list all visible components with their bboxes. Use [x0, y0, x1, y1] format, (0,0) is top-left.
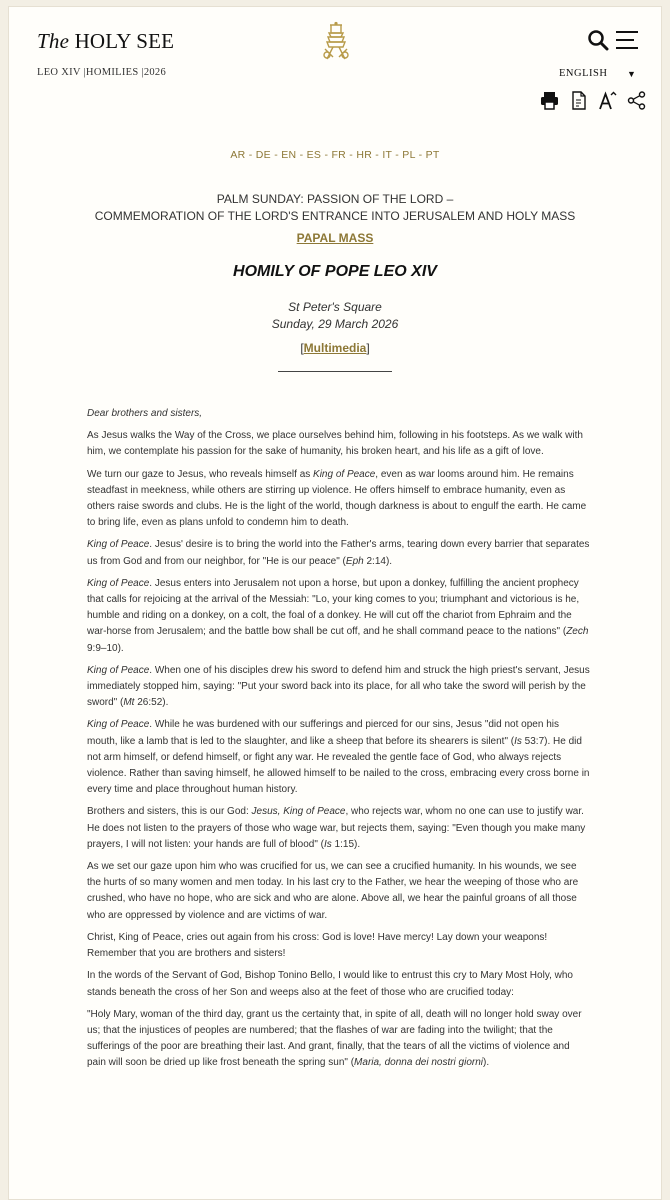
paragraph: Christ, King of Peace, cries out again from his cross: God is love! Have mercy! Lay down your weapons! Remember that you are brothers and sisters!: [87, 931, 548, 960]
page: [8, 6, 662, 1200]
paragraph: In the words of the Servant of God, Bishop Tonino Bello, I would like to entrust this cry to Mary Most Holy, who stands beneath the cross of her Son and weeps also at the feet of those who are crucified today:: [87, 970, 573, 998]
lang-link[interactable]: ES: [306, 149, 322, 161]
paragraph: As Jesus walks the Way of the Cross, we place ourselves behind him, following in his footsteps. As we walk with him, we contemplate his passion for the sake of humanity, his broken heart, and his life as a gift of love.: [87, 430, 583, 458]
event-title-line2: COMMEMORATION OF THE LORD'S ENTRANCE INTO JERUSALEM AND HOLY MASS: [94, 209, 576, 223]
print-icon[interactable]: [540, 91, 559, 110]
lang-link[interactable]: DE: [255, 149, 271, 161]
search-icon[interactable]: [587, 29, 609, 51]
chevron-down-icon[interactable]: ▼: [627, 69, 636, 79]
lang-link[interactable]: HR: [356, 149, 373, 161]
logo-main: HOLY SEE: [74, 29, 175, 53]
papal-mass-link[interactable]: PAPAL MASS: [296, 231, 374, 245]
paragraph: We turn our gaze to Jesus, who reveals himself as King of Peace, even as war looms around him. He remains steadfast in meekness, while others are stirring up violence. He offers himself to embrace humanity, even as others raise swords and clubs. He is the light of the world, though darkness is about to engulf the earth. He came to bring life, even as plans unfold to condemn him to death.: [87, 468, 587, 529]
site-logo[interactable]: [37, 29, 174, 54]
font-size-icon[interactable]: [598, 91, 617, 110]
lang-link[interactable]: IT: [382, 149, 393, 161]
papal-crest-icon: [319, 21, 353, 63]
lang-link[interactable]: PL: [402, 149, 416, 161]
language-links: AR - DE - EN - ES - FR - HR - IT - PL - PT: [230, 149, 440, 161]
paragraph: "Holy Mary, woman of the third day, grant us the certainty that, in spite of all, death will no longer hold sway over us; that the injustices of peoples are numbered; that the flashes of war are fading into the twilight; that the sufferings of the poor are breathing their last. And grant, finally, that the tears of all the victims of violence and pain will soon be dried up like frost beneath the spring sun" (Maria, donna dei nostri giorni).: [87, 1008, 582, 1069]
breadcrumb[interactable]: LEO XIV |HOMILIES |2026: [37, 67, 167, 78]
lang-link[interactable]: PT: [425, 149, 440, 161]
header: [9, 7, 661, 127]
location: St Peter's Square: [288, 300, 382, 314]
location-date: [9, 299, 661, 333]
event-title: [9, 191, 661, 225]
paragraph: Brothers and sisters, this is our God: Jesus, King of Peace, who rejects war, whom no one can use to justify war. He does not listen to the prayers of those who wage war, but rejects them, saying: "Even though you make many prayers, I will not listen: your hands are full of blood" (Is 1:15).: [87, 806, 586, 850]
paragraph: As we set our gaze upon him who was crucified for us, we can see a crucified humanity. In his wounds, we see the hurts of so many women and men today. In his last cry to the Father, we hear the weeping of those who are crushed, who have no hope, who are sick and who are alone. Above all, we hear the painful groans of all those who are oppressed by violence and are victims of war.: [87, 861, 579, 921]
date: Sunday, 29 March 2026: [271, 317, 399, 331]
toolbar: [540, 91, 646, 110]
paragraph: King of Peace. While he was burdened with our sufferings and pierced for our sins, Jesus "did not open his mouth, like a lamb that is led to the slaughter, and like a sheep that before its shearers is silent" (Is 53:7). He did not arm himself, or defend himself, or fight any war. He revealed the gentle face of God, who always rejects violence. Rather than saving himself, he allowed himself to be nailed to the cross, embracing every cross borne in every time and place throughout human history.: [87, 719, 590, 796]
lang-link[interactable]: AR: [230, 149, 246, 161]
lang-link[interactable]: FR: [331, 149, 347, 161]
homily-text: [9, 406, 661, 1072]
logo-the: The: [37, 29, 70, 53]
multimedia-link[interactable]: Multimedia: [303, 341, 367, 355]
paragraph: Dear brothers and sisters,: [87, 408, 203, 419]
page-title: HOMILY OF POPE LEO XIV: [233, 263, 437, 280]
divider: [278, 371, 392, 372]
language-select[interactable]: ENGLISH: [559, 68, 608, 79]
share-icon[interactable]: [627, 91, 646, 110]
event-title-line1: PALM SUNDAY: PASSION OF THE LORD –: [216, 192, 454, 206]
lang-link[interactable]: EN: [281, 149, 297, 161]
paragraph: King of Peace. Jesus' desire is to bring the world into the Father's arms, tearing down every barrier that separates us from God and from our neighbor, for "He is our peace" (Eph 2:14).: [87, 539, 590, 567]
pdf-icon[interactable]: [569, 91, 588, 110]
multimedia: [Multimedia]: [300, 341, 370, 355]
paragraph: King of Peace. When one of his disciples drew his sword to defend him and struck the high priest's servant, Jesus immediately stopped him, saying: "Put your sword back into its place, for all who take the sword will perish by the sword" (Mt 26:52).: [87, 664, 590, 709]
menu-icon[interactable]: [616, 31, 640, 49]
paragraph: King of Peace. Jesus enters into Jerusalem not upon a horse, but upon a donkey, fulfilling the ancient prophecy that calls for rejoicing at the arrival of the Messiah: "Lo, your king comes to you; triumphant and victorious is he, humble and riding on a donkey, on a colt, the foal of a donkey. He will cut off the chariot from Ephraim and the war-horse from Jerusalem; and the battle bow shall be cut off, and he shall command peace to the nations" (Zech 9:9–10).: [87, 577, 589, 654]
